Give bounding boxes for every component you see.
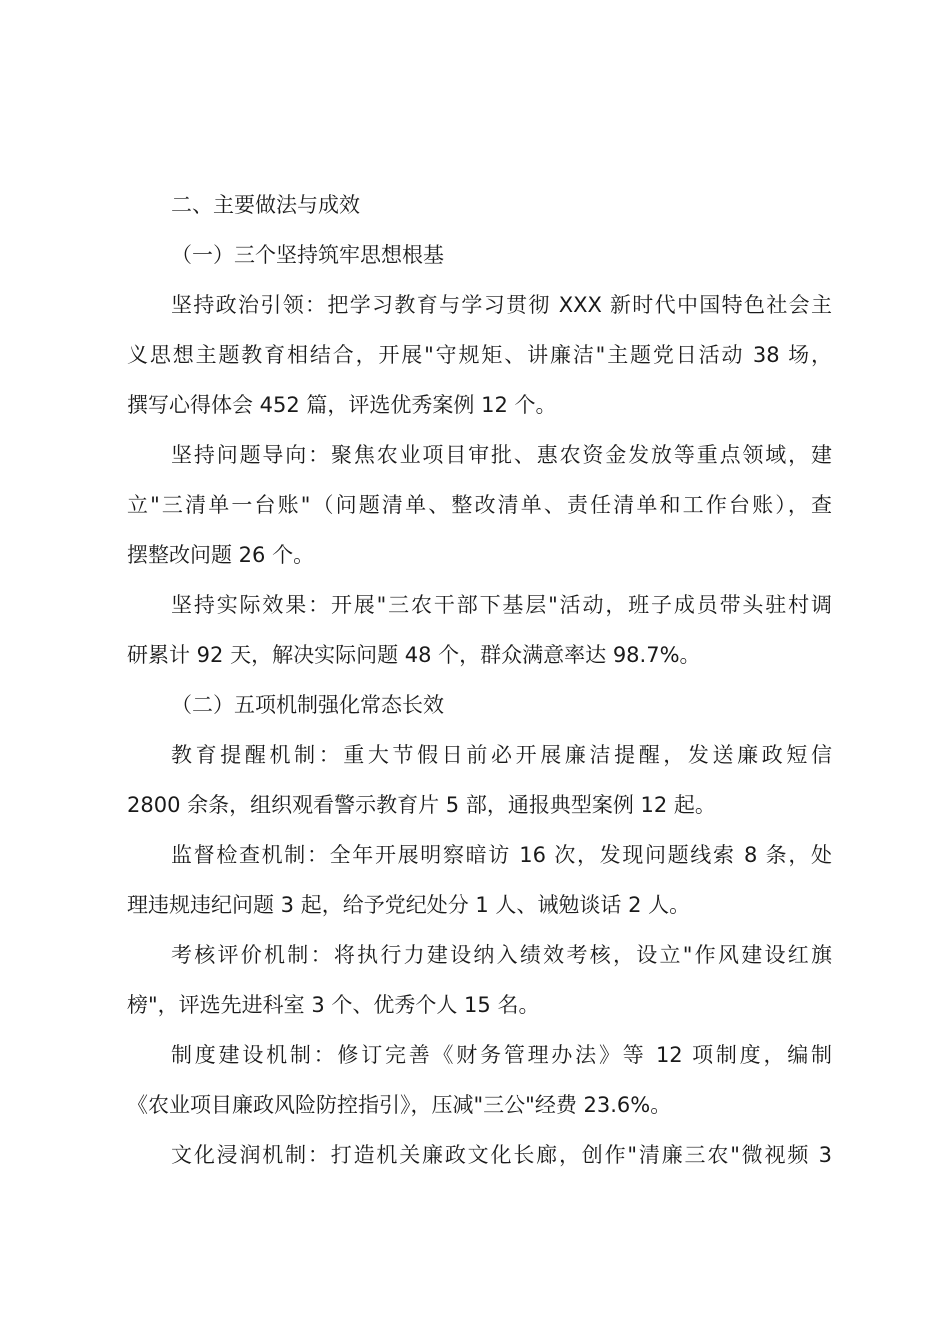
paragraph-line: 榜"，评选先进科室 3 个、优秀个人 15 名。 <box>127 993 540 1017</box>
paragraph-line: 义思想主题教育相结合，开展"守规矩、讲廉洁"主题党日活动 38 场， <box>127 343 832 367</box>
paragraph-line: 2800 余条，组织观看警示教育片 5 部，通报典型案例 12 起。 <box>127 793 716 817</box>
paragraph-line: 坚持实际效果：开展"三农干部下基层"活动，班子成员带头驻村调 <box>171 593 832 617</box>
paragraph-line: 监督检查机制：全年开展明察暗访 16 次，发现问题线索 8 条，处 <box>171 843 832 867</box>
paragraph-line: 坚持问题导向：聚焦农业项目审批、惠农资金发放等重点领域，建 <box>171 443 832 467</box>
paragraph-line: 撰写心得体会 452 篇，评选优秀案例 12 个。 <box>127 393 557 417</box>
subheading-two: （二）五项机制强化常态长效 <box>171 693 444 717</box>
subheading-one: （一）三个坚持筑牢思想根基 <box>171 243 444 267</box>
paragraph-line: 理违规违纪问题 3 起，给予党纪处分 1 人、诫勉谈话 2 人。 <box>127 893 691 917</box>
paragraph-line: 教育提醒机制：重大节假日前必开展廉洁提醒，发送廉政短信 <box>171 743 832 767</box>
paragraph-line: 研累计 92 天，解决实际问题 48 个，群众满意率达 98.7%。 <box>127 643 701 667</box>
section-heading: 二、主要做法与成效 <box>171 193 360 217</box>
paragraph-line: 文化浸润机制：打造机关廉政文化长廊，创作"清廉三农"微视频 3 <box>171 1143 832 1167</box>
paragraph-line: 《农业项目廉政风险防控指引》，压减"三公"经费 23.6%。 <box>127 1093 672 1117</box>
paragraph-line: 立"三清单一台账"（问题清单、整改清单、责任清单和工作台账），查 <box>127 493 832 517</box>
paragraph-line: 坚持政治引领：把学习教育与学习贯彻 XXX 新时代中国特色社会主 <box>171 293 832 317</box>
paragraph-line: 制度建设机制：修订完善《财务管理办法》等 12 项制度，编制 <box>171 1043 832 1067</box>
paragraph-line: 考核评价机制：将执行力建设纳入绩效考核，设立"作风建设红旗 <box>171 943 832 967</box>
paragraph-line: 摆整改问题 26 个。 <box>127 543 315 567</box>
